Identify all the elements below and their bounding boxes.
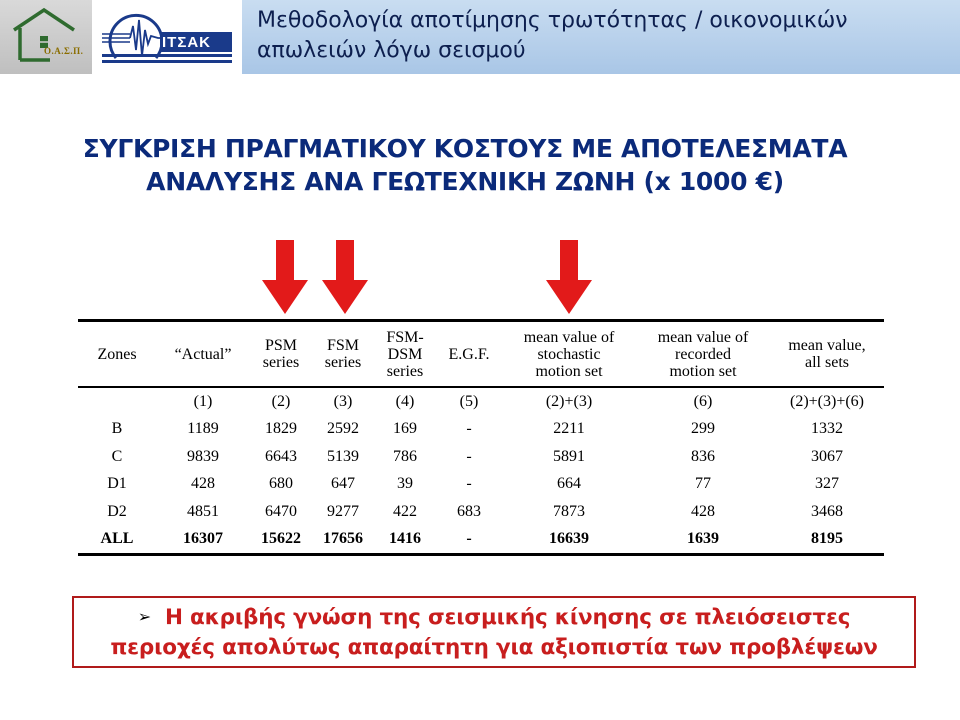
column-header-line: motion set: [669, 362, 737, 380]
table-cell: -: [466, 475, 472, 493]
column-header-line: recorded: [675, 345, 731, 363]
table-cell: 6643: [265, 447, 297, 465]
conclusion-box: [72, 596, 916, 668]
oasp-logo: [0, 0, 92, 74]
slide-header-title: [257, 6, 947, 66]
column-header-line: mean value,: [788, 337, 866, 354]
table-row: [78, 498, 884, 526]
table-header-row: [78, 322, 884, 386]
column-header: [436, 322, 502, 386]
table-cell: 17656: [323, 530, 363, 548]
table-cell: 683: [457, 502, 481, 520]
table-row: [78, 416, 884, 444]
table-cell: 1829: [265, 420, 297, 438]
cost-comparison-table: [78, 319, 884, 556]
header-band: [0, 0, 960, 74]
table-cell: 7873: [553, 502, 585, 520]
table-cell: (1): [193, 392, 213, 410]
table-cell: 9277: [327, 502, 359, 520]
table-cell: (2): [271, 392, 291, 410]
table-cell: (5): [459, 392, 479, 410]
arrow-down-icon-stochastic: [546, 240, 592, 314]
table-cell: 169: [393, 420, 417, 438]
column-header: [250, 322, 312, 386]
table-cell: D2: [107, 502, 127, 520]
itsak-logo: [92, 0, 242, 74]
data-table: [78, 322, 884, 386]
column-header: [502, 322, 636, 386]
table-cell: (6): [693, 392, 713, 410]
table-cell: 77: [695, 475, 711, 493]
column-header: [156, 322, 250, 386]
table-cell: 2211: [553, 420, 585, 438]
table-cell: 3468: [811, 502, 843, 520]
column-header: [374, 322, 436, 386]
oasp-logo-text: Ο.Α.Σ.Π.: [44, 46, 84, 56]
table-cell: 4851: [187, 502, 219, 520]
table-cell: D1: [107, 475, 127, 493]
column-header-line: Zones: [97, 345, 137, 363]
column-header: [770, 322, 884, 386]
column-header-line: mean value of: [657, 328, 749, 346]
table-ref-row: [78, 388, 884, 416]
table-cell: 1416: [389, 530, 421, 548]
table-cell: B: [111, 420, 123, 438]
column-header-line: FSM-: [386, 328, 424, 346]
table-cell: 3067: [811, 447, 843, 465]
column-header: [636, 322, 770, 386]
column-header-line: “Actual”: [174, 345, 232, 363]
table-cell: 1332: [811, 420, 843, 438]
table-cell: 1639: [687, 530, 719, 548]
data-table-body: [78, 388, 884, 553]
column-header-line: mean value of: [523, 328, 615, 346]
column-header-line: DSM: [387, 345, 423, 363]
column-header-line: FSM: [326, 337, 360, 354]
table-cell: 5139: [327, 447, 359, 465]
table-cell: ALL: [100, 530, 134, 548]
table-cell: 680: [269, 475, 293, 493]
column-header-line: series: [324, 354, 362, 371]
table-cell: (2)+(3): [545, 392, 593, 410]
slide-heading: [0, 132, 930, 198]
table-row: [78, 471, 884, 499]
heading-line-1: ΣΥΓΚΡΙΣΗ ΠΡΑΓΜΑΤΙΚΟΥ ΚΟΣΤΟΥΣ ΜΕ ΑΠΟΤΕΛΕΣΜΑΤΑ: [82, 134, 848, 163]
table-cell: 1189: [187, 420, 219, 438]
itsak-logo-text: ΙΤΣΑΚ: [162, 34, 211, 51]
column-header-line: all sets: [805, 354, 849, 371]
column-header-line: E.G.F.: [448, 345, 490, 363]
column-header-line: series: [386, 362, 424, 380]
table-cell: 428: [691, 502, 715, 520]
table-cell: 15622: [261, 530, 301, 548]
table-cell: -: [466, 530, 472, 548]
table-cell: 327: [815, 475, 839, 493]
arrow-down-icon-psm: [262, 240, 308, 314]
table-cell: 647: [331, 475, 355, 493]
conclusion-line-1-text: Η ακριβής γνώση της σεισμικής κίνησης σε πλειόσειστες: [164, 605, 851, 630]
table-total-row: [78, 526, 884, 554]
heading-line-2: ΑΝΑΛΥΣΗΣ ΑΝΑ ΓΕΩΤΕΧΝΙΚΗ ΖΩΝΗ (x 1000 €): [146, 167, 784, 196]
table-cell: [78, 388, 156, 416]
table-cell: (4): [395, 392, 415, 410]
conclusion-line-1: [74, 603, 914, 633]
table-cell: C: [111, 447, 123, 465]
arrow-down-icon-fsm: [322, 240, 368, 314]
table-cell: 16639: [549, 530, 589, 548]
arrow-bullet-icon: ➢: [137, 607, 151, 626]
table-row: [78, 443, 884, 471]
column-header: [78, 322, 156, 386]
column-header-line: stochastic: [537, 345, 601, 363]
table-cell: 6470: [265, 502, 297, 520]
table-cell: (2)+(3)+(6): [789, 392, 864, 410]
table-cell: 5891: [553, 447, 585, 465]
table-cell: 422: [393, 502, 417, 520]
column-header-line: motion set: [535, 362, 603, 380]
table-cell: 9839: [187, 447, 219, 465]
conclusion-line-2: περιοχές απολύτως απαραίτητη για αξιοπιστία των προβλέψεων: [110, 635, 878, 660]
table-bottom-rule: [78, 553, 884, 556]
table-cell: 786: [393, 447, 417, 465]
header-title-line-2: απωλειών λόγω σεισμού: [257, 38, 526, 63]
header-title-line-1: Μεθοδολογία αποτίμησης τρωτότητας / οικονομικών: [257, 8, 848, 33]
table-cell: 836: [691, 447, 715, 465]
column-header: [312, 322, 374, 386]
table-cell: 428: [191, 475, 215, 493]
table-cell: 39: [397, 475, 413, 493]
table-cell: 2592: [327, 420, 359, 438]
table-cell: -: [466, 420, 472, 438]
table-cell: -: [466, 447, 472, 465]
table-cell: 8195: [811, 530, 843, 548]
column-header-line: series: [262, 354, 300, 371]
table-cell: (3): [333, 392, 353, 410]
column-header-line: PSM: [264, 337, 298, 354]
table-cell: 16307: [183, 530, 223, 548]
table-cell: 664: [557, 475, 581, 493]
table-cell: 299: [691, 420, 715, 438]
